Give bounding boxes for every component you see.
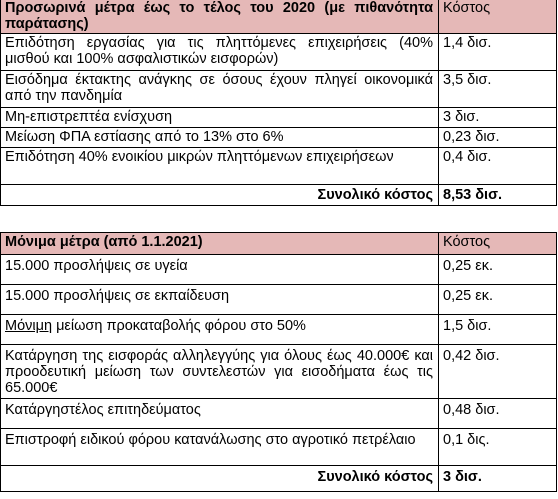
measure-text: μείωση προκαταβολής φόρου στο 50% xyxy=(52,318,306,334)
total-value: 8,53 δισ. xyxy=(439,185,557,206)
cost-cell: 0,4 δισ. xyxy=(439,148,557,185)
cost-column-header: Κόστος xyxy=(439,0,557,34)
table-header-row xyxy=(1,233,557,255)
total-value: 3 δισ. xyxy=(439,466,557,492)
cost-column-header: Κόστος xyxy=(439,233,557,255)
permanent-measures-title: Μόνιμα μέτρα (από 1.1.2021) xyxy=(1,233,439,255)
table-row xyxy=(1,71,557,108)
cost-cell: 0,25 εκ. xyxy=(439,255,557,285)
measure-cell: Επιστροφή ειδικού φόρου κατανάλωσης στο αγροτικό πετρέλαιο xyxy=(1,429,439,466)
table-row xyxy=(1,315,557,345)
table-row xyxy=(1,399,557,429)
temporary-measures-table xyxy=(0,0,557,206)
cost-cell: 3,5 δισ. xyxy=(439,71,557,108)
permanent-measures-table xyxy=(0,232,557,492)
cost-cell: 0,1 δις. xyxy=(439,429,557,466)
measure-cell: Κατάργηση της εισφοράς αλληλεγγύης για όλους έως 40.000€ και προοδευτική μείωση των συντελεστών για εισοδήματα έως τις 65.000€ xyxy=(1,345,439,399)
table-row xyxy=(1,429,557,466)
total-label: Συνολικό κόστος xyxy=(1,185,439,206)
total-label: Συνολικό κόστος xyxy=(1,466,439,492)
cost-cell: 3 δισ. xyxy=(439,108,557,128)
cost-cell: 1,5 δισ. xyxy=(439,315,557,345)
table-row xyxy=(1,255,557,285)
measure-cell: Εισόδημα έκτακτης ανάγκης σε όσους έχουν πληγεί οικονομικά από την πανδημία xyxy=(1,71,439,108)
cost-cell: 0,23 δισ. xyxy=(439,128,557,148)
cost-cell: 0,25 εκ. xyxy=(439,285,557,315)
cost-cell: 0,48 δισ. xyxy=(439,399,557,429)
table-header-row xyxy=(1,0,557,34)
measure-cell: Μη-επιστρεπτέα ενίσχυση xyxy=(1,108,439,128)
table-row xyxy=(1,285,557,315)
table-row xyxy=(1,128,557,148)
cost-cell: 1,4 δισ. xyxy=(439,34,557,71)
table-row xyxy=(1,108,557,128)
measure-cell: Επιδότηση εργασίας για τις πληττόμενες επιχειρήσεις (40% μισθού και 100% ασφαλιστικών εισφορών) xyxy=(1,34,439,71)
measure-cell xyxy=(1,315,439,345)
table-row xyxy=(1,148,557,185)
measure-cell: 15.000 προσλήψεις σε εκπαίδευση xyxy=(1,285,439,315)
measure-cell: Μείωση ΦΠΑ εστίασης από το 13% στο 6% xyxy=(1,128,439,148)
cost-cell: 0,42 δισ. xyxy=(439,345,557,399)
measure-cell: 15.000 προσλήψεις σε υγεία xyxy=(1,255,439,285)
temporary-measures-title: Προσωρινά μέτρα έως το τέλος του 2020 (με πιθανότητα παράτασης) xyxy=(1,0,439,34)
total-row xyxy=(1,466,557,492)
total-row xyxy=(1,185,557,206)
table-row xyxy=(1,345,557,399)
table-row xyxy=(1,34,557,71)
underlined-word: Μόνιμη xyxy=(5,318,53,334)
measure-cell: Κατάργηστέλος επιτηδεύματος xyxy=(1,399,439,429)
measure-cell: Επιδότηση 40% ενοικίου μικρών πληττόμενων επιχειρήσεων xyxy=(1,148,439,185)
